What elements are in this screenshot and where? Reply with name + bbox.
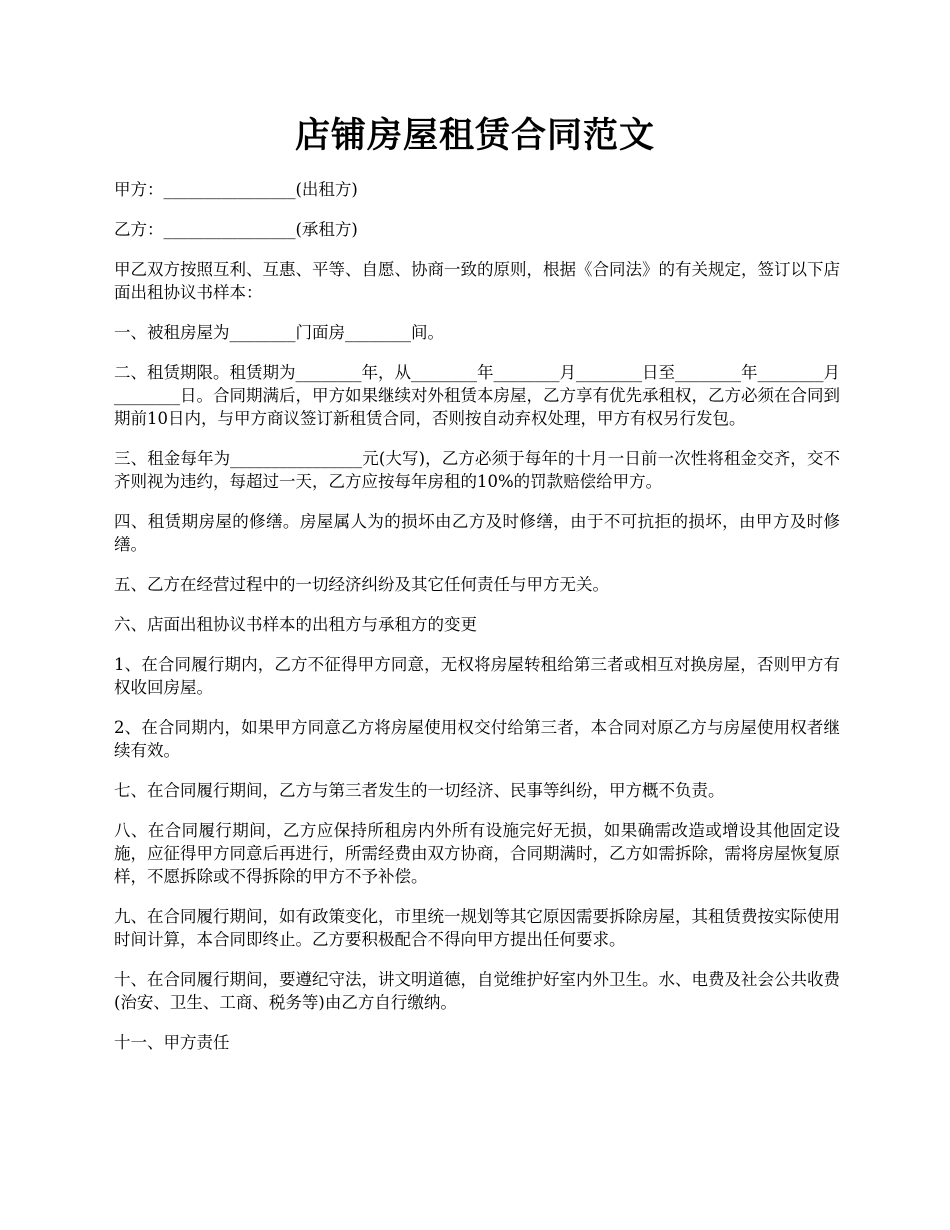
clause-2-lease-term: 二、租赁期限。租赁期为________年，从________年________月________日至________年________月________日。合同期满后，甲方如果继续对外租赁本房屋，乙方享有优先承租权，乙方必须在合同到期前10日内，与甲方商议签订新租赁合同，否则按自动弃权处理，甲方有权另行发包。	[114, 363, 840, 428]
clause-6-item-2: 2、在合同期内，如果甲方同意乙方将房屋使用权交付给第三者，本合同对原乙方与房屋使用权者继续有效。	[114, 718, 840, 760]
clause-3-rent: 三、租金每年为________________元(大写)，乙方必须于每年的十月一日前一次性将租金交齐，交不齐则视为违约，每超过一天，乙方应按每年房租的10%的罚款赔偿给甲方。	[114, 449, 840, 491]
preamble-paragraph: 甲乙双方按照互利、互惠、平等、自愿、协商一致的原则，根据《合同法》的有关规定，签订以下店面出租协议书样本：	[114, 260, 840, 302]
clause-4-repairs: 四、租赁期房屋的修缮。房屋属人为的损坏由乙方及时修缮，由于不可抗拒的损坏，由甲方及时修缮。	[114, 512, 840, 554]
clause-5-disputes: 五、乙方在经营过程中的一切经济纠纷及其它任何责任与甲方无关。	[114, 575, 609, 594]
clause-10: 十、在合同履行期间，要遵纪守法，讲文明道德，自觉维护好室内外卫生。水、电费及社会公共收费(治安、卫生、工商、税务等)由乙方自行缴纳。	[114, 970, 840, 1012]
clause-11-heading: 十一、甲方责任	[114, 1033, 230, 1052]
clause-8: 八、在合同履行期间，乙方应保持所租房内外所有设施完好无损，如果确需改造或增设其他固定设施，应征得甲方同意后再进行，所需经费由双方协商，合同期满时，乙方如需拆除，需将房屋恢复原样，不愿拆除或不得拆除的甲方不予补偿。	[114, 821, 840, 886]
document-body	[114, 178, 840, 1071]
clause-6-item-1: 1、在合同履行期内，乙方不征得甲方同意，无权将房屋转租给第三者或相互对换房屋，否则甲方有权收回房屋。	[114, 655, 840, 697]
clause-9: 九、在合同履行期间，如有政策变化，市里统一规划等其它原因需要拆除房屋，其租赁费按实际使用时间计算，本合同即终止。乙方要积极配合不得向甲方提出任何要求。	[114, 907, 840, 949]
clause-1: 一、被租房屋为________门面房________间。	[114, 323, 444, 342]
party-b-line: 乙方：________________(承租方)	[114, 220, 358, 239]
clause-7: 七、在合同履行期间，乙方与第三者发生的一切经济、民事等纠纷，甲方概不负责。	[114, 781, 725, 800]
document-title: 店铺房屋租赁合同范文	[294, 115, 655, 156]
party-a-line: 甲方：________________(出租方)	[114, 180, 358, 199]
clause-6-heading: 六、店面出租协议书样本的出租方与承租方的变更	[114, 615, 477, 634]
